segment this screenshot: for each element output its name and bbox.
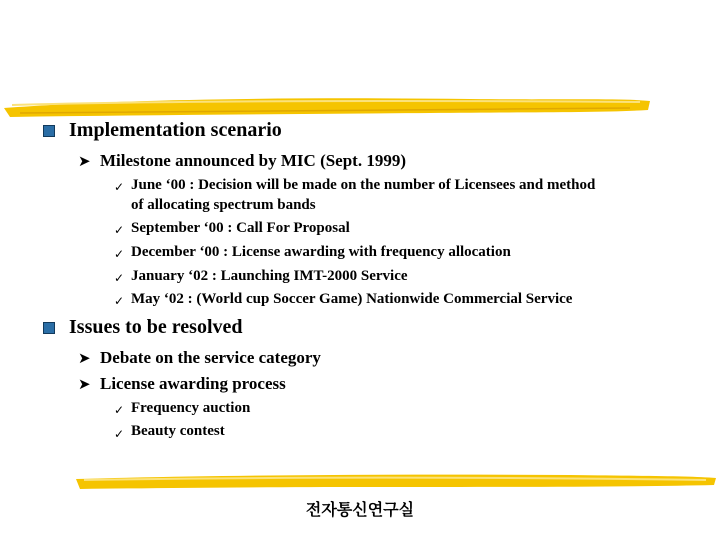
checkmark-icon: ✓: [114, 427, 125, 441]
arrow-bullet-icon: ➤: [78, 349, 91, 367]
milestone-may: May ‘02 : (World cup Soccer Game) Nationwide Commercial Service: [131, 291, 573, 307]
checkmark-icon: ✓: [114, 223, 125, 237]
square-bullet-icon: [43, 125, 55, 137]
checkmark-icon: ✓: [114, 271, 125, 285]
section-title-issues: Issues to be resolved: [69, 316, 243, 338]
arrow-bullet-icon: ➤: [78, 152, 91, 170]
checkmark-icon: ✓: [114, 294, 125, 308]
item-license-awarding: License awarding process: [100, 374, 286, 393]
process-frequency-auction: Frequency auction: [131, 400, 251, 416]
checkmark-icon: ✓: [114, 180, 125, 194]
checkmark-icon: ✓: [114, 247, 125, 261]
milestone-december: December ‘00 : License awarding with frequency allocation: [131, 244, 511, 260]
milestone-january: January ‘02 : Launching IMT-2000 Service: [131, 268, 408, 284]
square-bullet-icon: [43, 322, 55, 334]
milestone-june-line2: of allocating spectrum bands: [131, 197, 316, 213]
section-title-implementation: Implementation scenario: [69, 119, 282, 141]
item-milestone: Milestone announced by MIC (Sept. 1999): [100, 151, 407, 170]
milestone-june-line1: June ‘00 : Decision will be made on the number of Licensees and method: [131, 177, 596, 193]
process-beauty-contest: Beauty contest: [131, 423, 225, 439]
bottom-brush-stroke: [70, 470, 720, 492]
milestone-september: September ‘00 : Call For Proposal: [131, 220, 350, 236]
checkmark-icon: ✓: [114, 403, 125, 417]
top-brush-stroke: [0, 93, 660, 119]
footer-lab-name: 전자통신연구실: [305, 500, 415, 519]
item-debate: Debate on the service category: [100, 348, 321, 367]
arrow-bullet-icon: ➤: [78, 375, 91, 393]
